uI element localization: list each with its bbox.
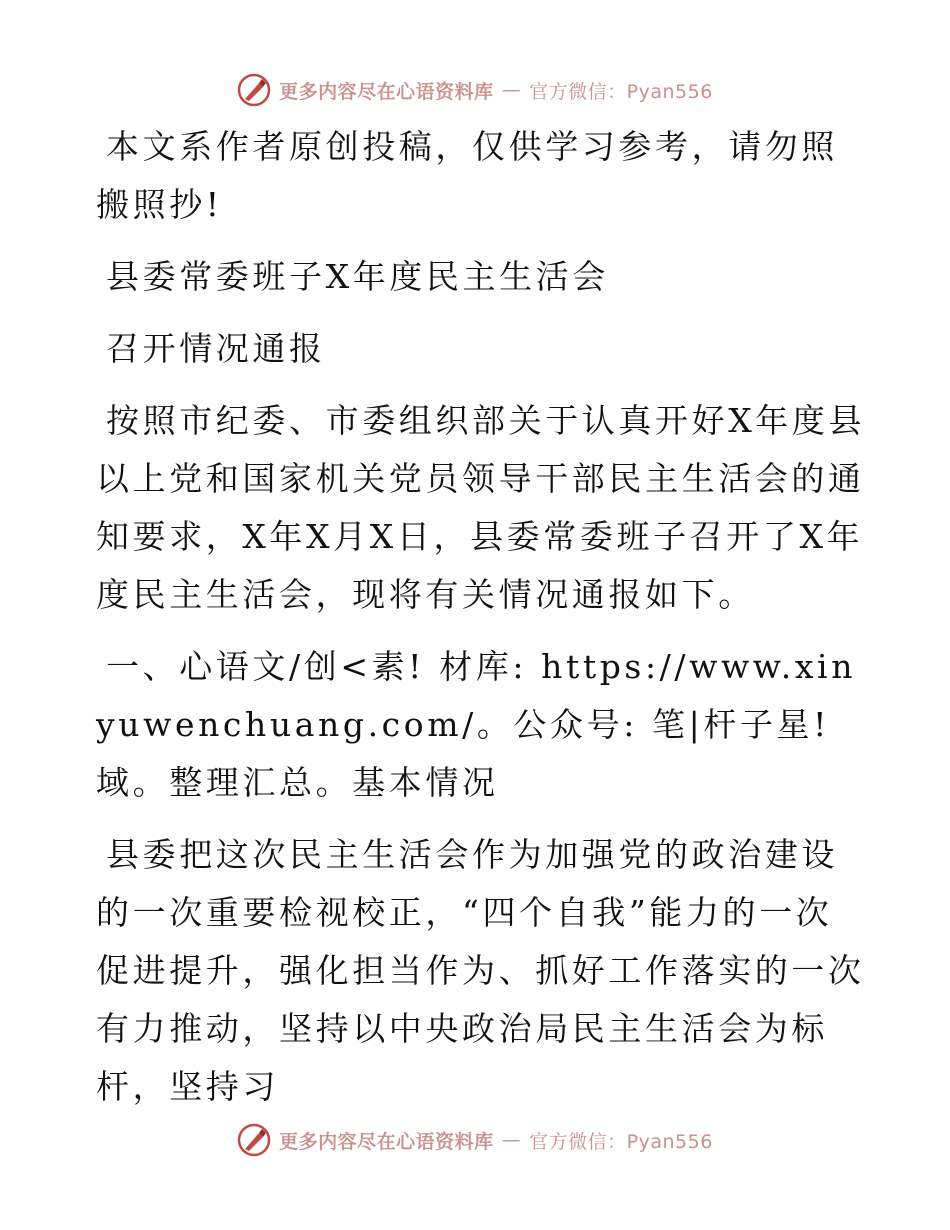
watermark-dash: — bbox=[501, 79, 522, 101]
watermark-main-text: 更多内容尽在心语资料库 bbox=[279, 1130, 494, 1153]
watermark-main-text: 更多内容尽在心语资料库 bbox=[279, 80, 494, 103]
paragraph-body: 县委把这次民主生活会作为加强党的政治建设的一次重要检视校正，“四个自我”能力的一次促进提升，强化担当作为、抓好工作落实的一次有力推动，坚持以中央政治局民主生活会为标杆，坚持习 bbox=[96, 835, 865, 1106]
watermark-dash: — bbox=[501, 1129, 522, 1151]
section-heading-basic-info: 一、心语文/创<素! 材库: https://www.xinyuwenchuang.com/。公众号: 笔|杆子星!域。整理汇总。基本情况 bbox=[96, 647, 857, 802]
document-body bbox=[96, 118, 866, 1130]
footer-watermark bbox=[0, 1120, 950, 1160]
document-title-line-2: 召开情况通报 bbox=[106, 329, 326, 368]
pen-logo-icon bbox=[237, 73, 271, 107]
header-watermark bbox=[0, 70, 950, 110]
watermark-contact-text: 官方微信：Pyan556 bbox=[529, 80, 713, 103]
pen-logo-icon bbox=[237, 1123, 271, 1157]
paragraph-intro: 按照市纪委、市委组织部关于认真开好X年度县以上党和国家机关党员领导干部民主生活会的通知要求，X年X月X日，县委常委班子召开了X年度民主生活会，现将有关情况通报如下。 bbox=[96, 401, 866, 614]
paragraph-disclaimer: 本文系作者原创投稿，仅供学习参考，请勿照搬照抄! bbox=[96, 127, 838, 224]
document-title-line-1: 县委常委班子X年度民主生活会 bbox=[106, 257, 609, 296]
watermark-contact-text: 官方微信：Pyan556 bbox=[529, 1130, 713, 1153]
